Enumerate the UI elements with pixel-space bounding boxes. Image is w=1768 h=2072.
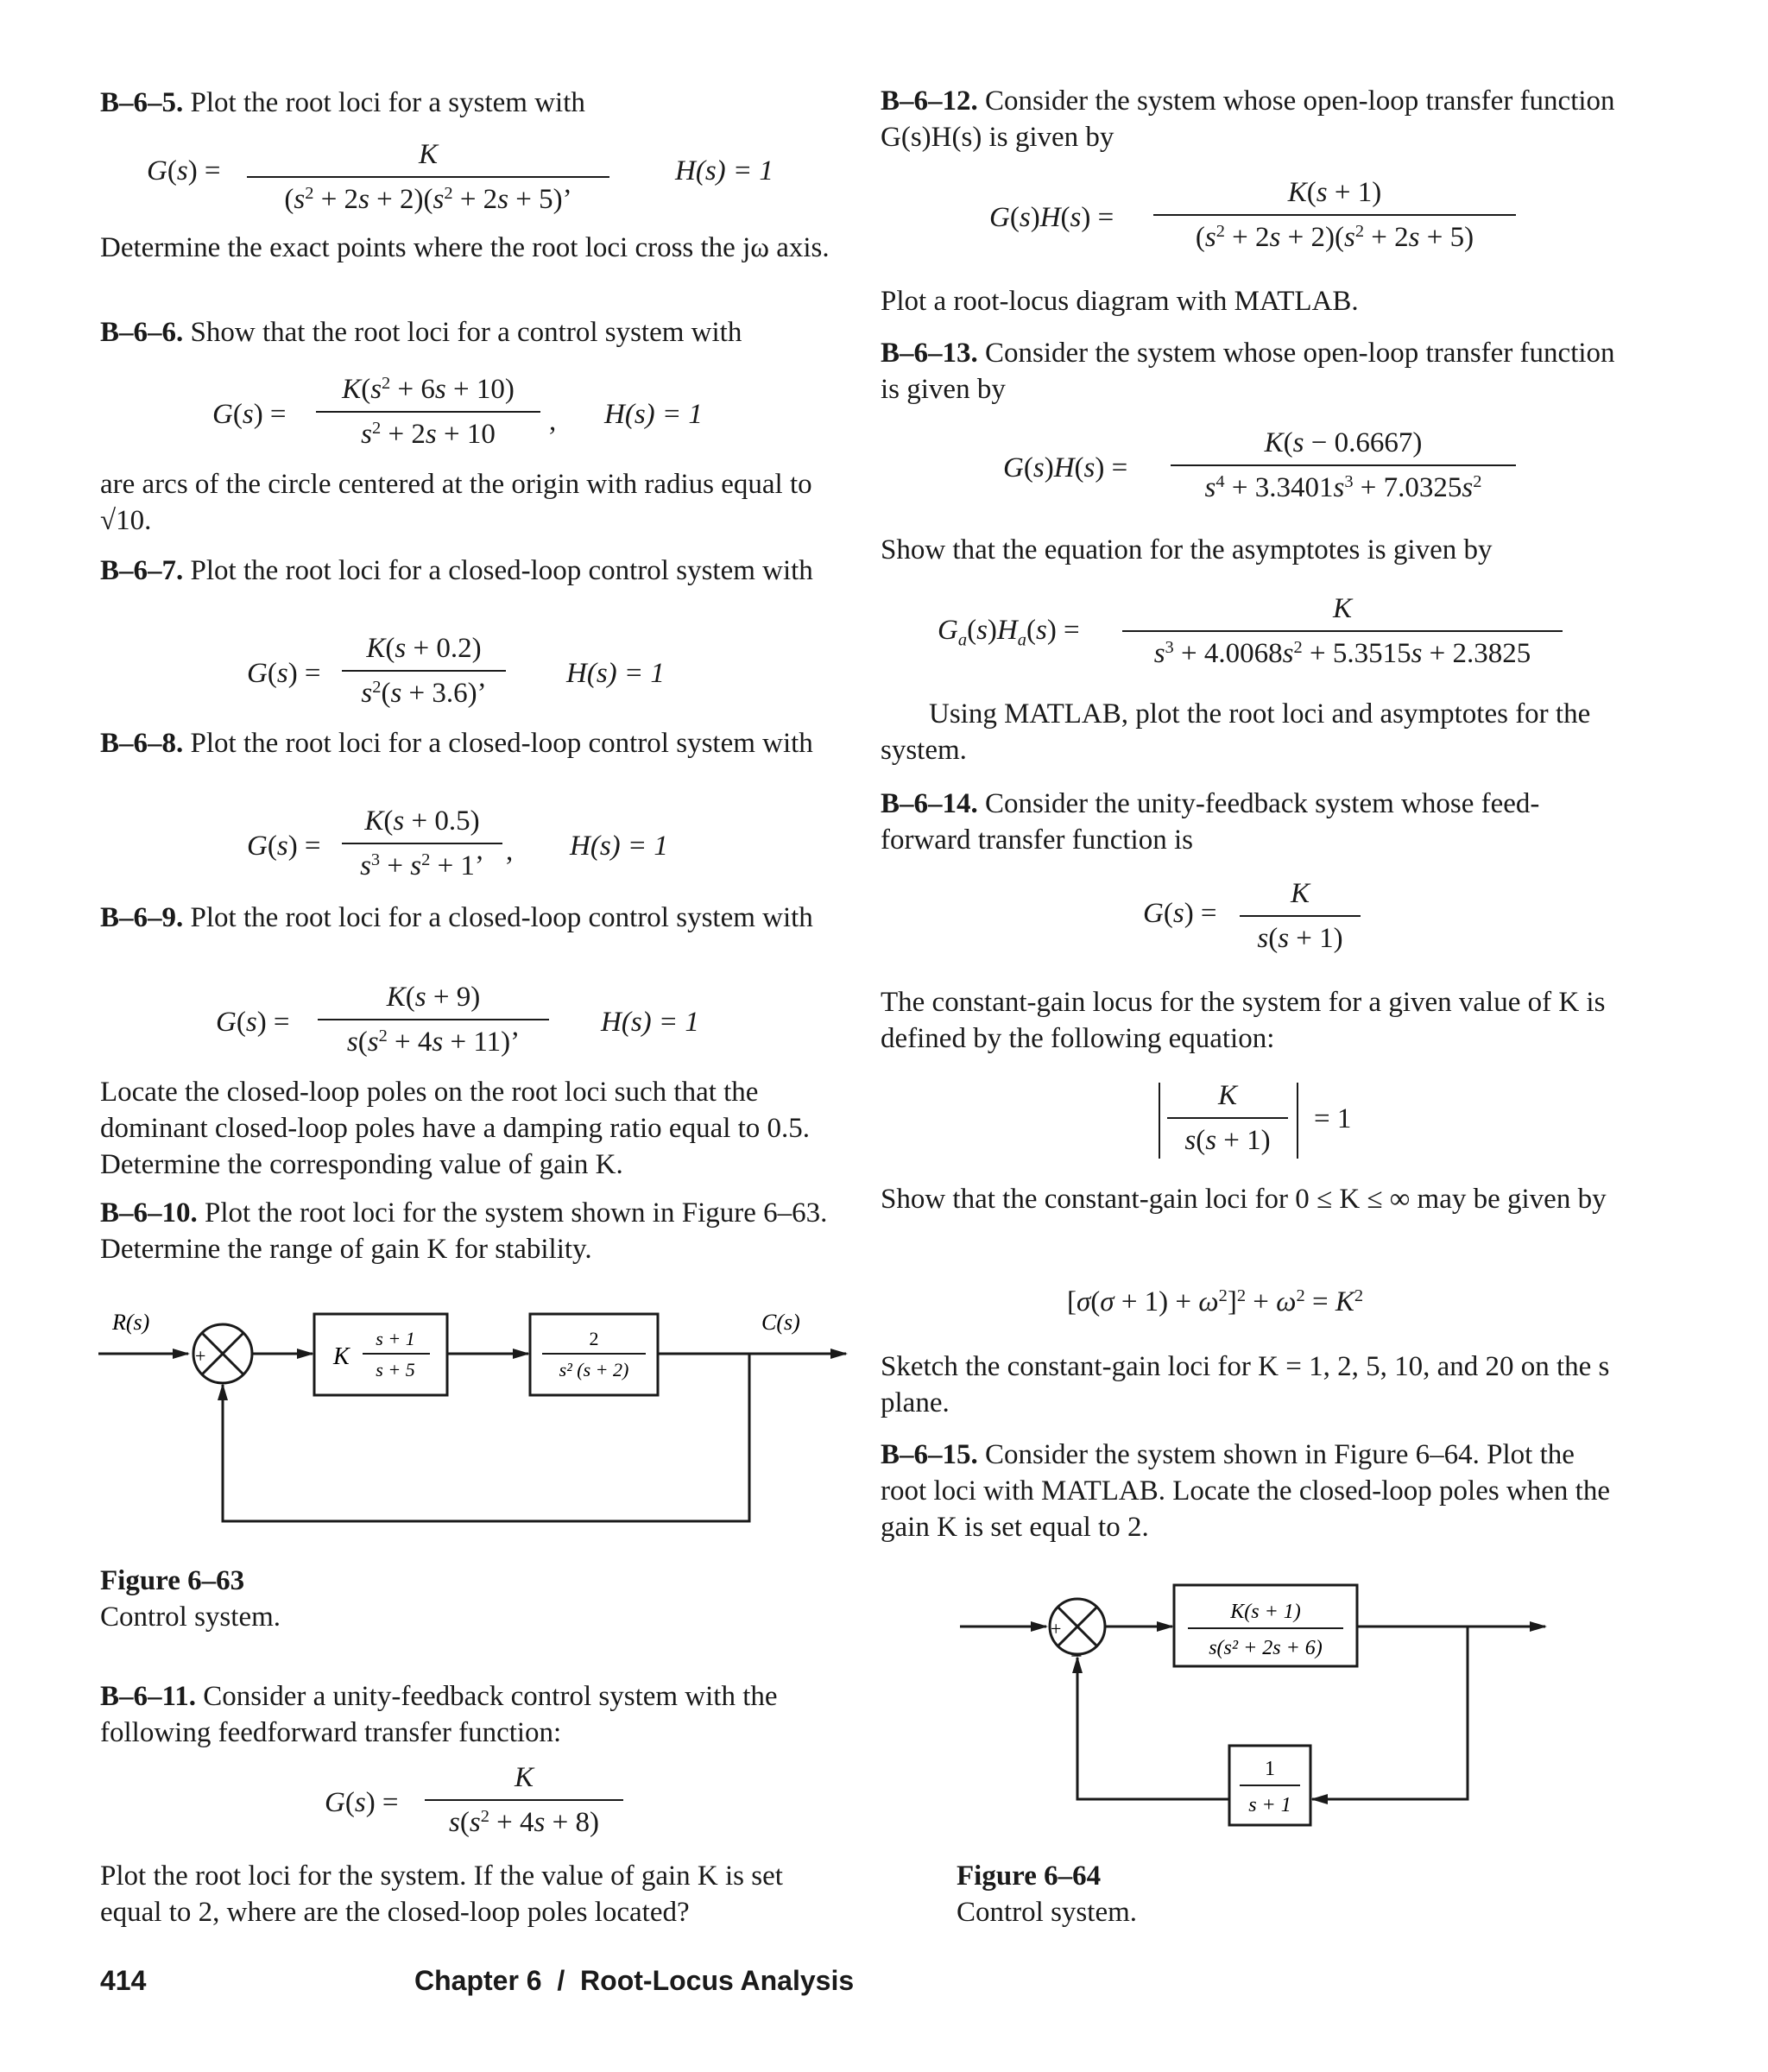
problem-text: Plot the root loci for a closed-loop control system with	[190, 728, 813, 759]
problem-label: B–6–6.	[100, 317, 184, 348]
equation-lhs: G(s)H(s) =	[1003, 452, 1128, 483]
equation-h: H(s) = 1	[566, 658, 665, 689]
problem-text: Plot the root loci for the system shown in Figure 6–63. Determine the range of gain K for stability.	[100, 1197, 828, 1265]
block-denominator: s + 5	[376, 1359, 415, 1380]
summing-junction	[193, 1324, 252, 1395]
abs-bar-left	[1159, 1083, 1160, 1159]
fraction-denominator: $s(s^2 + 4s + 8)$	[449, 1806, 599, 1838]
block-gain: K	[333, 1343, 350, 1370]
problem-label: B–6–9.	[100, 902, 184, 933]
figure-caption: Control system.	[100, 1601, 281, 1633]
forward-block	[1174, 1585, 1357, 1666]
feedback-path	[223, 1354, 749, 1521]
equation-h: H(s) = 1	[675, 155, 774, 186]
fraction-numerator: K(s − 0.6667)	[1264, 427, 1423, 458]
equation-h: H(s) = 1	[570, 831, 668, 862]
figure-6-63-diagram	[86, 1295, 863, 1545]
fraction-numerator: K(s + 0.5)	[364, 805, 480, 837]
block-denominator: s(s² + 2s + 6)	[1209, 1637, 1323, 1659]
fraction-numerator: K(s + 1)	[1287, 177, 1382, 208]
svg-text:+: +	[1051, 1618, 1062, 1639]
comma: ,	[506, 836, 514, 867]
block-numerator: 1	[1265, 1758, 1275, 1780]
equation-h: H(s) = 1	[601, 1007, 699, 1038]
problem-text: Using MATLAB, plot the root loci and asymptotes for the system.	[881, 698, 1591, 766]
comma: ,	[549, 406, 557, 437]
equation-fraction	[342, 805, 502, 882]
fraction-denominator: $s^2 + 2s + 10$	[361, 418, 496, 450]
equation-fraction	[1167, 1079, 1288, 1157]
svg-text:−: −	[1070, 1646, 1083, 1668]
equation-fraction	[247, 138, 609, 216]
problem-label: B–6–10.	[100, 1197, 198, 1229]
problem-text: Plot the root loci for a closed-loop control system with	[190, 902, 813, 933]
running-footer: Chapter 6 / Root-Locus Analysis	[414, 1965, 855, 1996]
problem-label: B–6–8.	[100, 728, 184, 759]
problem-label: B–6–13.	[881, 338, 978, 369]
problem-b6-7	[100, 553, 851, 589]
fraction-numerator: K	[418, 139, 438, 170]
figure-caption: Control system.	[957, 1897, 1138, 1928]
fraction-numerator: $K(s^2 + 6s + 10)$	[342, 373, 515, 405]
block-numerator: K(s + 1)	[1230, 1601, 1301, 1623]
equation-lhs: G(s)H(s) =	[989, 202, 1114, 233]
block-numerator: 2	[589, 1328, 599, 1349]
fraction-numerator: K	[1217, 1080, 1237, 1111]
problem-label: B–6–12.	[881, 85, 978, 117]
problem-b6-6	[100, 314, 851, 351]
problem-label: B–6–11.	[100, 1681, 196, 1712]
fraction-denominator: $s^2(s + 3.6)$’	[361, 677, 487, 709]
fraction-numerator: K	[514, 1762, 534, 1793]
magnitude-equation	[1159, 1079, 1383, 1162]
problem-text: Plot the root loci for a closed-loop control system with	[190, 555, 813, 586]
problem-label: B–6–7.	[100, 555, 184, 586]
feedback-path	[1312, 1627, 1468, 1799]
problem-b6-5	[100, 85, 851, 121]
problem-label: B–6–14.	[881, 788, 978, 819]
equation-lhs: G(s) =	[247, 658, 321, 689]
problem-b6-15	[881, 1437, 1623, 1545]
problem-label: B–6–15.	[881, 1439, 978, 1470]
fraction-denominator: $(s^2 + 2s + 2)(s^2 + 2s + 5)$’	[284, 183, 572, 215]
problem-text: Plot the root loci for a system with	[190, 87, 585, 118]
problem-text: Show that the equation for the asymptotes is given by	[881, 534, 1493, 565]
figure-6-63-caption	[100, 1563, 618, 1635]
problem-text: Consider the system shown in Figure 6–64. Plot the root loci with MATLAB. Locate the closed-loop poles when the gain K is set equal to 2.	[881, 1439, 1610, 1543]
problem-text: Consider the system whose open-loop transfer function is given by	[881, 338, 1615, 405]
feedback-block	[1229, 1746, 1310, 1825]
problem-b6-8	[100, 725, 851, 761]
page-number: 414	[100, 1965, 147, 1996]
problem-text: Determine the exact points where the root loci cross the jω axis.	[100, 232, 830, 263]
fraction-denominator: $s(s^2 + 4s + 11)$’	[346, 1026, 521, 1058]
fraction-denominator: $(s^2 + 2s + 2)(s^2 + 2s + 5)$	[1195, 221, 1474, 253]
fraction-denominator: s(s + 1)	[1184, 1125, 1271, 1156]
fraction-numerator: K(s + 0.2)	[366, 633, 482, 664]
equation-lhs: G(s) =	[212, 399, 287, 430]
problem-b6-9	[100, 900, 851, 936]
problem-b6-12	[881, 83, 1623, 155]
abs-bar-right	[1297, 1083, 1298, 1159]
svg-text:+: +	[195, 1345, 206, 1367]
block-numerator: s + 1	[376, 1328, 415, 1349]
constant-gain-equation: $[\sigma(\sigma + 1) + \omega^2]^2 + \omega^2 = K^2$	[1067, 1286, 1364, 1317]
problem-text: Consider the system whose open-loop transfer function G(s)H(s) is given by	[881, 85, 1615, 153]
equation-fraction	[1122, 592, 1563, 670]
equation-fraction	[1240, 877, 1361, 955]
problem-text: Show that the root loci for a control system with	[190, 317, 742, 348]
equation-lhs: G(s) =	[247, 831, 321, 862]
equation-fraction	[318, 981, 549, 1058]
problem-b6-10	[100, 1195, 851, 1267]
figure-6-64-caption	[957, 1858, 1474, 1930]
plant-block	[530, 1314, 658, 1395]
equation-fraction	[316, 373, 540, 451]
problem-text: The constant-gain locus for the system for a given value of K is defined by the following equation:	[881, 987, 1606, 1054]
svg-text:−: −	[216, 1373, 228, 1395]
problem-text: Locate the closed-loop poles on the root loci such that the dominant closed-loop poles have a damping ratio equal to 0.5. Determine the corresponding value of gain K.	[100, 1077, 811, 1180]
equation-lhs: G(s) =	[325, 1787, 399, 1818]
problem-text: Consider a unity-feedback control system with the following feedforward transfer function:	[100, 1681, 778, 1748]
problem-label: B–6–5.	[100, 87, 184, 118]
figure-title: Figure 6–63	[100, 1565, 245, 1596]
input-label: R(s)	[112, 1310, 150, 1335]
equation-lhs: $G_a(s)H_a(s)$ =	[938, 615, 1080, 650]
fraction-denominator: s(s + 1)	[1257, 923, 1343, 954]
block-denominator: s² (s + 2)	[559, 1359, 629, 1380]
fraction-denominator: $s^3 + s^2 + 1$’	[360, 850, 484, 881]
figure-6-64-diagram	[950, 1580, 1554, 1839]
fraction-denominator: $s^4 + 3.3401s^3 + 7.0325s^2$	[1204, 471, 1482, 503]
output-label: C(s)	[761, 1310, 800, 1335]
equation-rhs: = 1	[1314, 1103, 1352, 1134]
equation-fraction	[342, 632, 506, 710]
equation-fraction	[1153, 176, 1516, 254]
fraction-numerator: K	[1290, 878, 1310, 909]
problem-b6-11	[100, 1678, 851, 1751]
equation-lhs: G(s) =	[1143, 898, 1217, 929]
problem-b6-13	[881, 335, 1623, 407]
figure-title: Figure 6–64	[957, 1860, 1102, 1892]
feedback-return	[1077, 1658, 1229, 1799]
problem-text: are arcs of the circle centered at the origin with radius equal to √10.	[100, 469, 812, 536]
problem-text: Consider the unity-feedback system whose feed-forward transfer function is	[881, 788, 1540, 856]
block-denominator: s + 1	[1248, 1794, 1291, 1816]
problem-text: Sketch the constant-gain loci for K = 1, 2, 5, 10, and 20 on the s plane.	[881, 1351, 1610, 1418]
equation-fraction	[1171, 426, 1516, 504]
fraction-denominator: $s^3 + 4.0068s^2 + 5.3515s + 2.3825$	[1153, 637, 1531, 669]
problem-text: Plot the root loci for the system. If the value of gain K is set equal to 2, where are the closed-loop poles located?	[100, 1860, 783, 1928]
controller-block	[314, 1314, 447, 1395]
fraction-numerator: K	[1332, 593, 1352, 624]
problem-text: Show that the constant-gain loci for 0 ≤ K ≤ ∞ may be given by	[881, 1184, 1607, 1215]
problem-b6-14	[881, 786, 1623, 858]
problem-text: Plot a root-locus diagram with MATLAB.	[881, 286, 1359, 317]
equation-fraction	[425, 1761, 623, 1839]
fraction-numerator: K(s + 9)	[386, 982, 481, 1013]
equation-lhs: G(s) =	[216, 1007, 290, 1038]
equation-lhs: G(s) =	[147, 155, 221, 186]
equation-h: H(s) = 1	[604, 399, 703, 430]
